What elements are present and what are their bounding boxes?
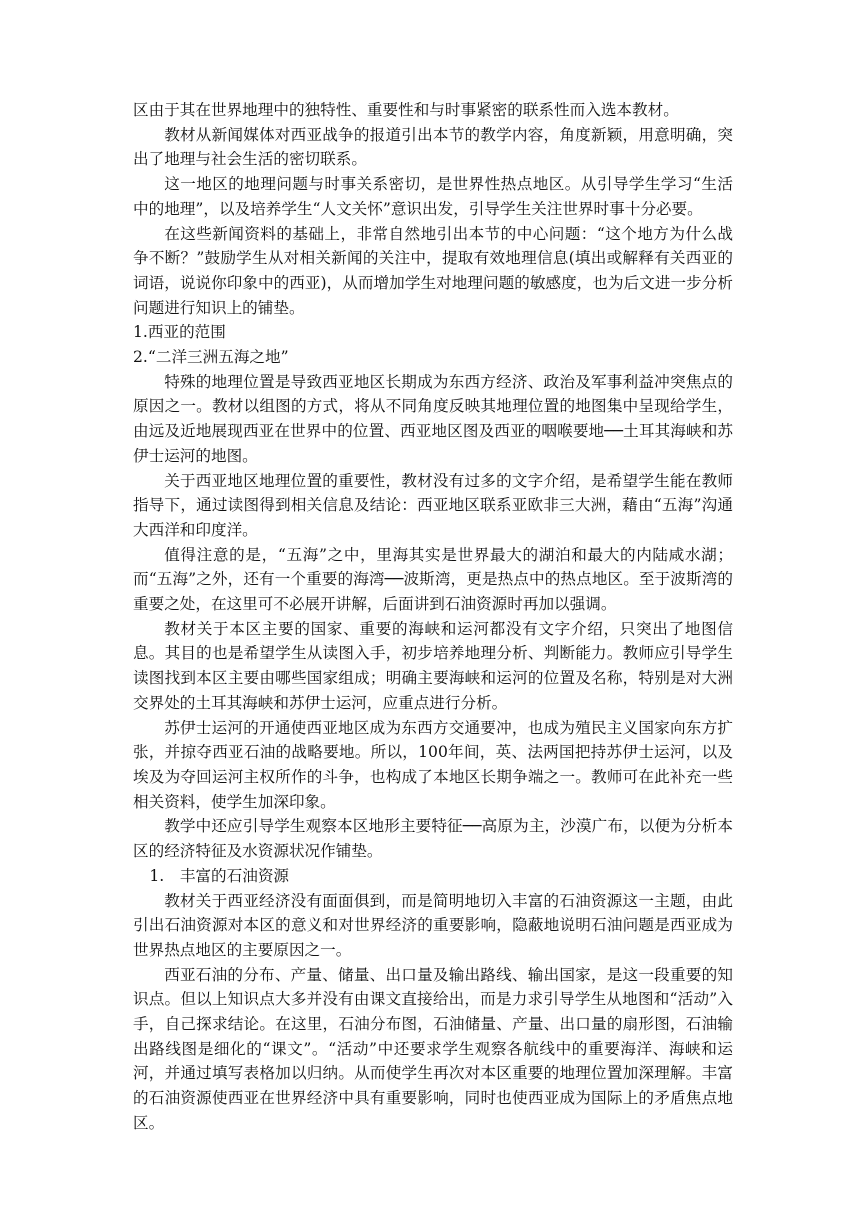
paragraph-suez-canal: 苏伊士运河的开通使西亚地区成为东西方交通要冲，也成为殖民主义国家向东方扩张，并掠夺西亚石油的战略要地。所以，100年间，英、法两国把持苏伊士运河，以及埃及为夺回运河主权所作的斗争，也构成了本地区长期争端之一。教师可在此补充一些相关资料，使学生加深印象。 [133,718,733,811]
section-heading-oil: 1. 丰富的石油资源 [149,866,290,885]
paragraph-news-intro: 教材从新闻媒体对西亚战争的报道引出本节的教学内容，角度新颖，用意明确，突出了地理与社会生活的密切联系。 [133,125,733,169]
paragraph-hotspot: 这一地区的地理问题与时事关系密切，是世界性热点地区。从引导学生学习“生活中的地理”，以及培养学生“人文关怀”意识出发，引导学生关注世界时事十分必要。 [133,175,733,218]
paragraph-location-importance: 关于西亚地区地理位置的重要性，教材没有过多的文字介绍，是希望学生能在教师指导下，通过读图得到相关信息及结论：西亚地区联系亚欧非三大洲，藉由“五海”沟通大西洋和印度洋。 [133,471,733,539]
section-heading-location: 2.“二洋三洲五海之地” [133,348,289,367]
paragraph-central-question: 在这些新闻资料的基础上，非常自然地引出本节的中心问题：“这个地方为什么战争不断？”鼓励学生从对相关新闻的关注中，提取有效地理信息(填出或解释有关西亚的词语，说说你印象中的西亚)，从而增加学生对地理问题的敏感度，也为后文进一步分析问题进行知识上的铺垫。 [133,224,733,317]
paragraph-terrain: 教学中还应引导学生观察本区地形主要特征──高原为主，沙漠广布，以便为分析本区的经济特征及水资源状况作铺垫。 [133,817,733,861]
paragraph-five-seas: 值得注意的是，“五海”之中，里海其实是世界最大的湖泊和最大的内陆咸水湖；而“五海”之外，还有一个重要的海湾──波斯湾，更是热点中的热点地区。至于波斯湾的重要之处，在这里可不必展开讲解，后面讲到石油资源时再加以强调。 [133,545,733,614]
paragraph-countries-straits: 教材关于本区主要的国家、重要的海峡和运河都没有文字介绍，只突出了地图信息。其目的也是希望学生从读图入手，初步培养地理分析、判断能力。教师应引导学生读图找到本区主要由哪些国家组成；明确主要海峡和运河的位置及名称，特别是对大洲交界处的土耳其海峡和苏伊士运河，应重点进行分析。 [133,619,733,712]
paragraph-oil-intro: 教材关于西亚经济没有面面俱到，而是简明地切入丰富的石油资源这一主题，由此引出石油资源对本区的意义和对世界经济的重要影响，隐蔽地说明石油问题是西亚成为世界热点地区的主要原因之一。 [133,891,733,959]
section-heading-scope: 1.西亚的范围 [133,323,226,342]
document-page [133,98,733,1136]
paragraph-oil-details: 西亚石油的分布、产量、储量、出口量及输出路线、输出国家，是这一段重要的知识点。但以上知识点大多并没有由课文直接给出，而是力求引导学生从地图和“活动”入手，自己探求结论。在这里，石油分布图，石油储量、产量、出口量的扇形图，石油输出路线图是细化的“课文”。“活动”中还要求学生观察各航线中的重要海洋、海峡和运河，并通过填写表格加以归纳。从而使学生再次对本区重要的地理位置加深理解。丰富的石油资源使西亚在世界经济中具有重要影响，同时也使西亚成为国际上的矛盾焦点地区。 [133,965,733,1132]
paragraph-continued: 区由于其在世界地理中的独特性、重要性和与时事紧密的联系性而入选本教材。 [133,101,679,119]
paragraph-location-maps: 特殊的地理位置是导致西亚地区长期成为东西方经济、政治及军事利益冲突焦点的原因之一。教材以组图的方式，将从不同角度反映其地理位置的地图集中呈现给学生，由远及近地展现西亚在世界中的位置、西亚地区图及西亚的咽喉要地──土耳其海峡和苏伊士运河的地图。 [133,372,733,465]
